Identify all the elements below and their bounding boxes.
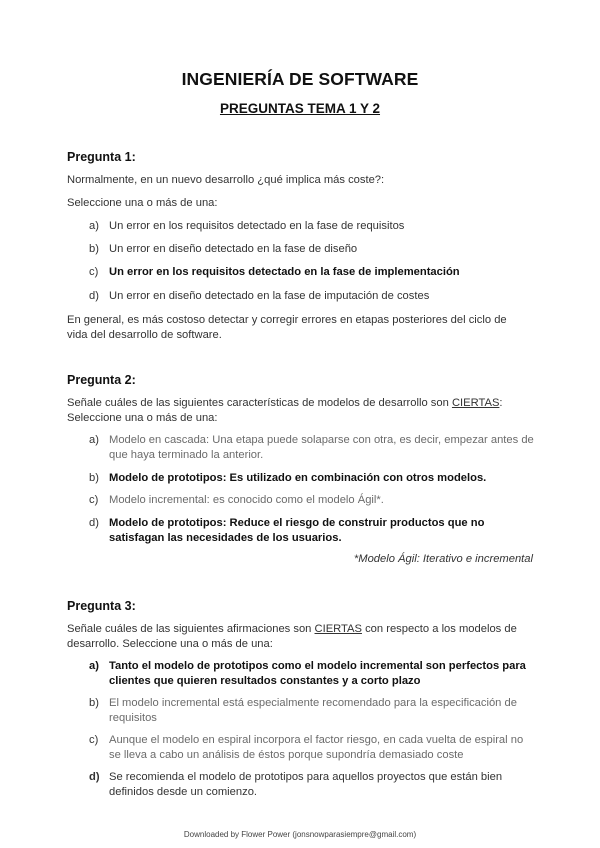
question-2-text (67, 396, 527, 411)
option-text: Un error en los requisitos detectado en la fase de implementación (109, 266, 460, 278)
option-letter: c) (89, 734, 99, 746)
document-title: INGENIERÍA DE SOFTWARE (181, 69, 419, 89)
option-text: El modelo incremental está especialmente recomendado para la especificación de requisitos (109, 697, 517, 724)
option-letter: d) (89, 290, 99, 302)
option-letter: a) (89, 220, 99, 232)
question-3-suffix: con respecto a los modelos de desarrollo. Seleccione una o más de una: (67, 623, 517, 650)
document-subtitle: PREGUNTAS TEMA 1 Y 2 (219, 101, 381, 116)
option-text: Modelo incremental: es conocido como el modelo Ágil*. (109, 494, 384, 506)
option-letter: a) (89, 660, 99, 672)
option-text: Tanto el modelo de prototipos como el modelo incremental son perfectos para clientes que quieren resultados constantes y a corto plazo (109, 660, 526, 687)
option-letter: c) (89, 266, 99, 278)
option-letter: b) (89, 697, 99, 709)
question-2-suffix: : (499, 397, 503, 409)
option-text: Se recomienda el modelo de prototipos para aquellos proyectos que están bien definidos desde un comienzo. (109, 771, 503, 798)
question-2-instruction: Seleccione una o más de una: (67, 412, 218, 424)
option-letter: a) (89, 434, 99, 446)
option-letter: c) (89, 494, 99, 506)
question-2-keyword: CIERTAS (451, 397, 500, 409)
question-1-heading: Pregunta 1: (67, 150, 136, 164)
question-2-note: *Modelo Ágil: Iterativo e incremental (353, 553, 533, 565)
option-text: Modelo en cascada: Una etapa puede solaparse con otra, es decir, empezar antes de que haya terminado la anterior. (109, 434, 534, 461)
question-3-prefix: Señale cuáles de las siguientes afirmaciones son (67, 623, 312, 635)
option-text: Aunque el modelo en espiral incorpora el factor riesgo, en cada vuelta de espiral no se lleva a cabo un análisis de éstos porque supondría demasiado coste (109, 734, 524, 761)
question-3-text (67, 622, 527, 652)
option-text: Un error en los requisitos detectado en la fase de requisitos (109, 220, 405, 232)
question-1-text: Normalmente, en un nuevo desarrollo ¿qué implica más coste?: (67, 174, 385, 186)
question-1-explanation: En general, es más costoso detectar y corregir errores en etapas posteriores del ciclo de vida del desarrollo de software. (67, 314, 507, 341)
option-letter: b) (89, 472, 99, 484)
option-text: Modelo de prototipos: Reduce el riesgo de construir productos que no satisfagan las necesidades de los usuarios. (109, 517, 485, 544)
option-text: Un error en diseño detectado en la fase de diseño (109, 243, 358, 255)
question-3-heading: Pregunta 3: (67, 599, 136, 613)
download-footer: Downloaded by Flower Power (jonsnowparasiempre@gmail.com) (183, 830, 417, 839)
question-1-instruction: Seleccione una o más de una: (67, 197, 218, 209)
option-letter: b) (89, 243, 99, 255)
question-2-prefix: Señale cuáles de las siguientes características de modelos de desarrollo son (67, 397, 449, 409)
option-letter: d) (89, 771, 100, 783)
option-text: Un error en diseño detectado en la fase de imputación de costes (109, 290, 430, 302)
question-2-heading: Pregunta 2: (67, 373, 136, 387)
option-letter: d) (89, 517, 99, 529)
option-text: Modelo de prototipos: Es utilizado en combinación con otros modelos. (109, 472, 487, 484)
question-3-keyword: CIERTAS (314, 623, 362, 635)
